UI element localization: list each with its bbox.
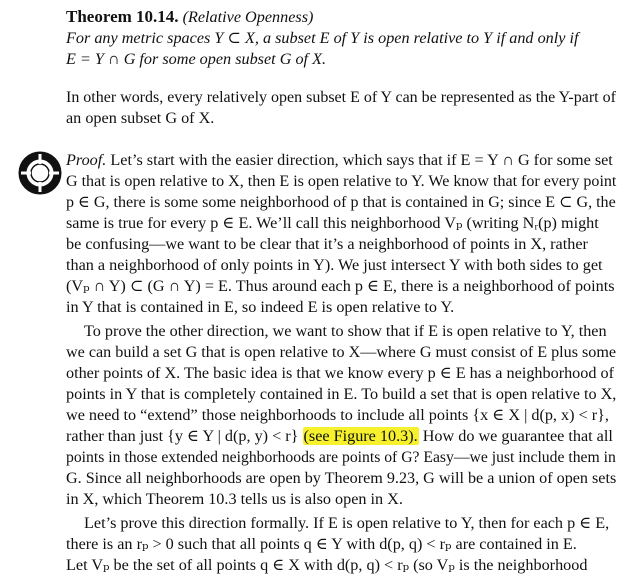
- theorem-statement-line: For any metric spaces Y ⊂ X, a subset E of Y is open relative to Y if and only if: [66, 29, 579, 47]
- remark-line: In other words, every relatively open subset E of Y can be represented as the Y-part of: [66, 88, 616, 106]
- highlighted-figure-reference[interactable]: (see Figure 10.3).: [303, 427, 418, 445]
- theorem-name: (Relative Openness): [182, 8, 314, 26]
- proof-label: Proof.: [66, 151, 107, 169]
- proof-line: G that is open relative to X, then E is open relative to Y. We know that for every point: [66, 172, 617, 190]
- proof-line: other points of X. The basic idea is that we know every p ∈ E has a neighborhood of: [66, 364, 614, 382]
- proof-line: Let Vₚ be the set of all points q ∈ X with d(p, q) < rₚ (so Vₚ is the neighborhood: [66, 556, 588, 574]
- proof-text: rather than just {y ∈ Y | d(p, y) < r}: [66, 427, 303, 445]
- proof-line: in X, which Theorem 10.3 tells us is also open in X.: [66, 490, 403, 508]
- remark-line: an open subset G of X.: [66, 109, 215, 127]
- proof-line: p ∈ G, there is some some neighborhood of p that is contained in G; since E ⊂ G, the: [66, 193, 616, 211]
- proof-text: Let’s start with the easier direction, which says that if E = Y ∩ G for some set: [110, 151, 613, 169]
- proof-line: there is an rₚ > 0 such that all points q ∈ Y with d(p, q) < rₚ are contained in E.: [66, 535, 577, 553]
- proof-line: [66, 426, 613, 448]
- proof-line: G. Since all neighborhoods are open by Theorem 9.23, G will be a union of open sets: [66, 469, 617, 487]
- proof-line: [66, 150, 613, 172]
- proof-line: (Vₚ ∩ Y) ⊂ (G ∩ Y) = E. Thus around each p ∈ E, there is a neighborhood of points: [66, 277, 615, 295]
- theorem-label: Theorem 10.14.: [66, 7, 179, 26]
- lifebuoy-icon: [18, 151, 62, 195]
- proof-line: than a neighborhood of only points in Y). We just intersect Y with both sides to get: [66, 256, 603, 274]
- proof-line: To prove the other direction, we want to show that if E is open relative to Y, then: [84, 322, 607, 340]
- proof-line: points in Y that is completely contained in E. To build a set that is open relative to X,: [66, 385, 617, 403]
- proof-line: Let’s prove this direction formally. If E is open relative to Y, then for each p ∈ E,: [84, 514, 610, 532]
- theorem-heading: [66, 7, 313, 29]
- proof-line: same is true for every p ∈ E. We’ll call this neighborhood Vₚ (writing Nᵣ(p) might: [66, 214, 599, 232]
- proof-line: in Y that is contained in E, so indeed E is open relative to Y.: [66, 298, 455, 316]
- proof-line: be confusing—we want to be clear that it’s a neighborhood of points in X, rather: [66, 235, 588, 253]
- proof-line: points in those extended neighborhoods are points of G? Easy—we just include them in: [66, 448, 616, 466]
- theorem-statement-line: E = Y ∩ G for some open subset G of X.: [66, 50, 327, 68]
- proof-text: How do we guarantee that all: [418, 427, 613, 445]
- proof-line: we need to “extend” those neighborhoods to include all points {x ∈ X | d(p, x) < r},: [66, 406, 609, 424]
- proof-line: we can build a set G that is open relative to X—where G must consist of E plus some: [66, 343, 617, 361]
